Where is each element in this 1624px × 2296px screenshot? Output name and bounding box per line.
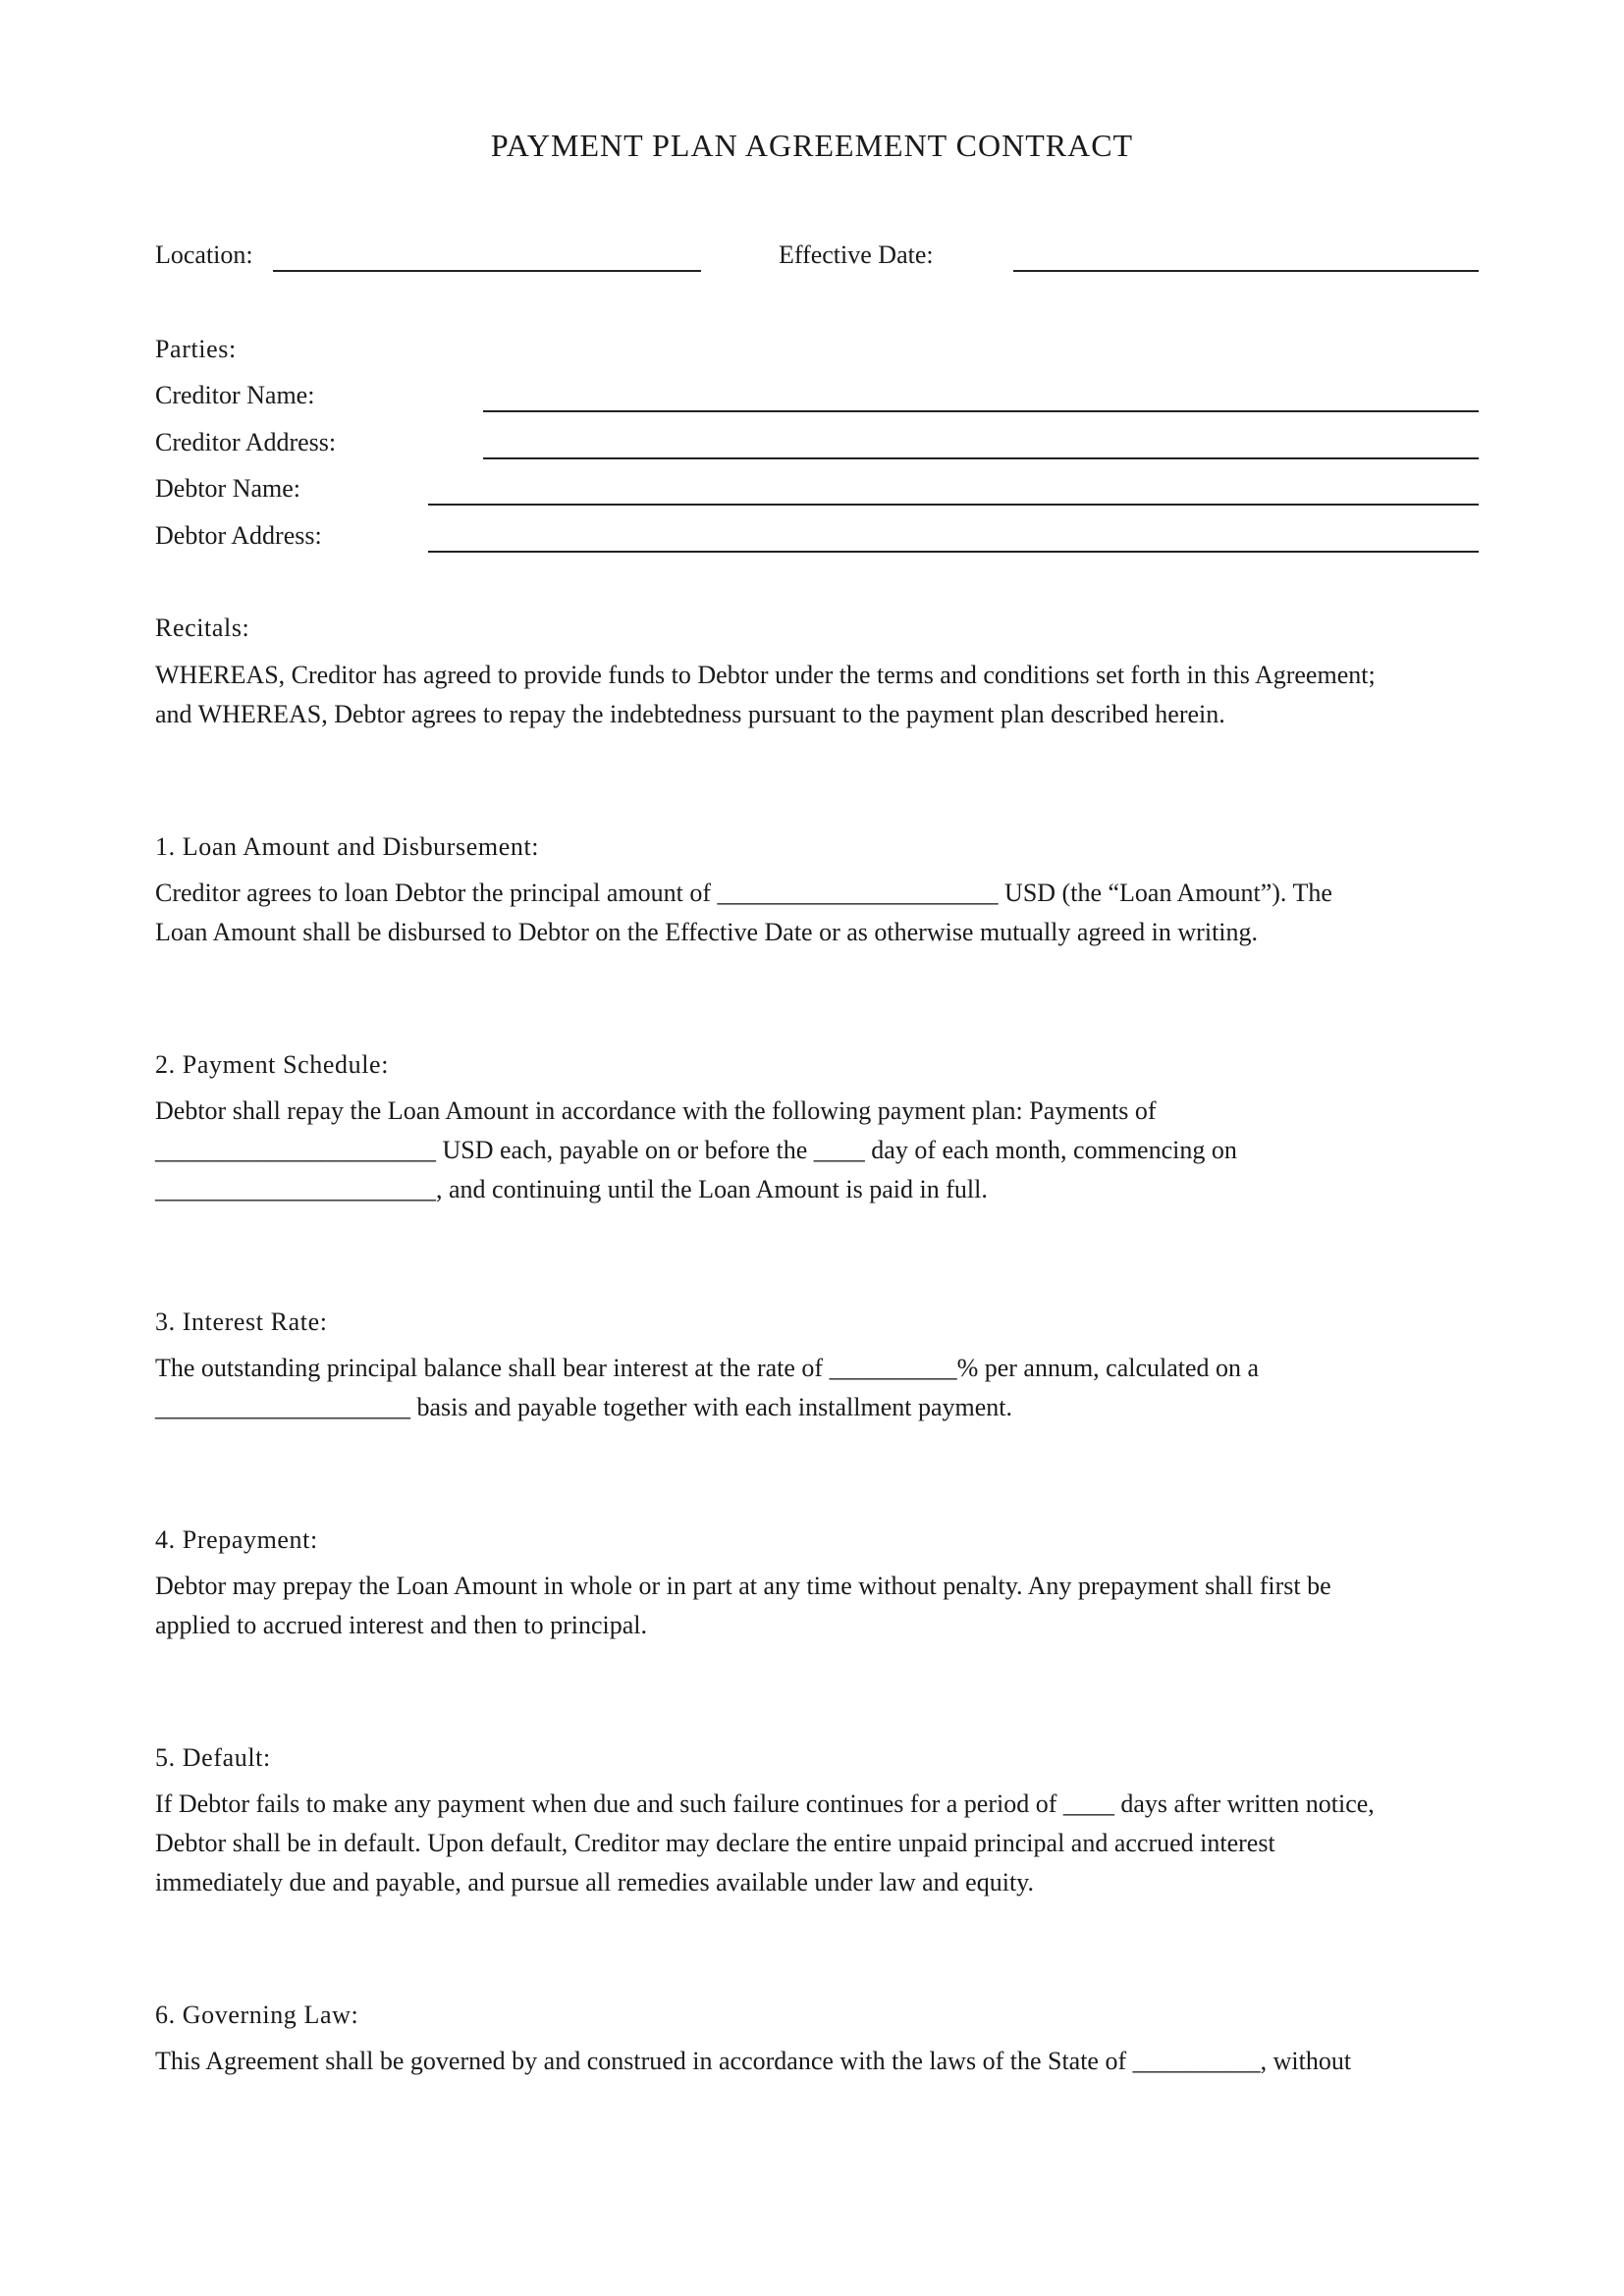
section-line: The outstanding principal balance shall bear interest at the rate of __________% per annum, calculated on a [155, 1354, 1260, 1382]
recitals-line: WHEREAS, Creditor has agreed to provide funds to Debtor under the terms and conditions set forth in this Agreement; [155, 661, 1376, 689]
section-line: Debtor shall be in default. Upon default, Creditor may declare the entire unpaid principal and accrued interest [155, 1829, 1275, 1857]
creditor-address-blank-line[interactable] [483, 457, 1479, 459]
section-heading-interest-rate: 3. Interest Rate: [155, 1308, 328, 1336]
effective-date-label: Effective Date: [779, 240, 934, 269]
section-heading-default: 5. Default: [155, 1743, 271, 1772]
section-heading-governing-law: 6. Governing Law: [155, 2001, 359, 2029]
section-line: immediately due and payable, and pursue all remedies available under law and equity. [155, 1868, 1034, 1896]
section-heading-loan-amount: 1. Loan Amount and Disbursement: [155, 832, 540, 861]
creditor-address-label: Creditor Address: [155, 428, 337, 456]
recitals-line: and WHEREAS, Debtor agrees to repay the indebtedness pursuant to the payment plan described herein. [155, 700, 1225, 728]
section-line: ______________________ USD each, payable on or before the ____ day of each month, commencing on [155, 1136, 1237, 1164]
section-heading-prepayment: 4. Prepayment: [155, 1525, 318, 1554]
section-body-governing-law [155, 2042, 1481, 2081]
section-line: applied to accrued interest and then to principal. [155, 1611, 648, 1639]
section-line: Debtor shall repay the Loan Amount in accordance with the following payment plan: Payments of [155, 1096, 1157, 1125]
section-heading-payment-schedule: 2. Payment Schedule: [155, 1050, 390, 1079]
section-line: If Debtor fails to make any payment when due and such failure continues for a period of ____ days after written notice, [155, 1789, 1375, 1818]
recitals-heading: Recitals: [155, 614, 250, 642]
location-label: Location: [155, 240, 253, 269]
parties-heading: Parties: [155, 335, 237, 363]
document-title: PAYMENT PLAN AGREEMENT CONTRACT [490, 128, 1134, 163]
section-body-prepayment [155, 1567, 1481, 1645]
effective-date-blank-line[interactable] [1013, 270, 1479, 272]
section-line: ____________________ basis and payable together with each installment payment. [155, 1393, 1012, 1421]
section-body-payment-schedule [155, 1092, 1481, 1209]
debtor-address-label: Debtor Address: [155, 521, 322, 550]
section-line: ______________________, and continuing until the Loan Amount is paid in full. [155, 1175, 988, 1203]
section-line: Loan Amount shall be disbursed to Debtor on the Effective Date or as otherwise mutually agreed in writing. [155, 918, 1259, 946]
section-line: This Agreement shall be governed by and construed in accordance with the laws of the State of __________, without [155, 2047, 1352, 2075]
section-line: Debtor may prepay the Loan Amount in whole or in part at any time without penalty. Any prepayment shall first be [155, 1572, 1331, 1600]
section-line: Creditor agrees to loan Debtor the principal amount of ______________________ USD (the “Loan Amount”). The [155, 879, 1332, 907]
section-body-loan-amount [155, 874, 1481, 952]
location-blank-line[interactable] [273, 270, 701, 272]
debtor-address-blank-line[interactable] [428, 551, 1479, 553]
section-body-interest-rate [155, 1349, 1481, 1427]
creditor-name-blank-line[interactable] [483, 410, 1479, 412]
recitals-paragraph [155, 656, 1481, 734]
debtor-name-blank-line[interactable] [428, 504, 1479, 506]
section-body-default [155, 1785, 1481, 1902]
creditor-name-label: Creditor Name: [155, 381, 315, 409]
debtor-name-label: Debtor Name: [155, 474, 301, 503]
